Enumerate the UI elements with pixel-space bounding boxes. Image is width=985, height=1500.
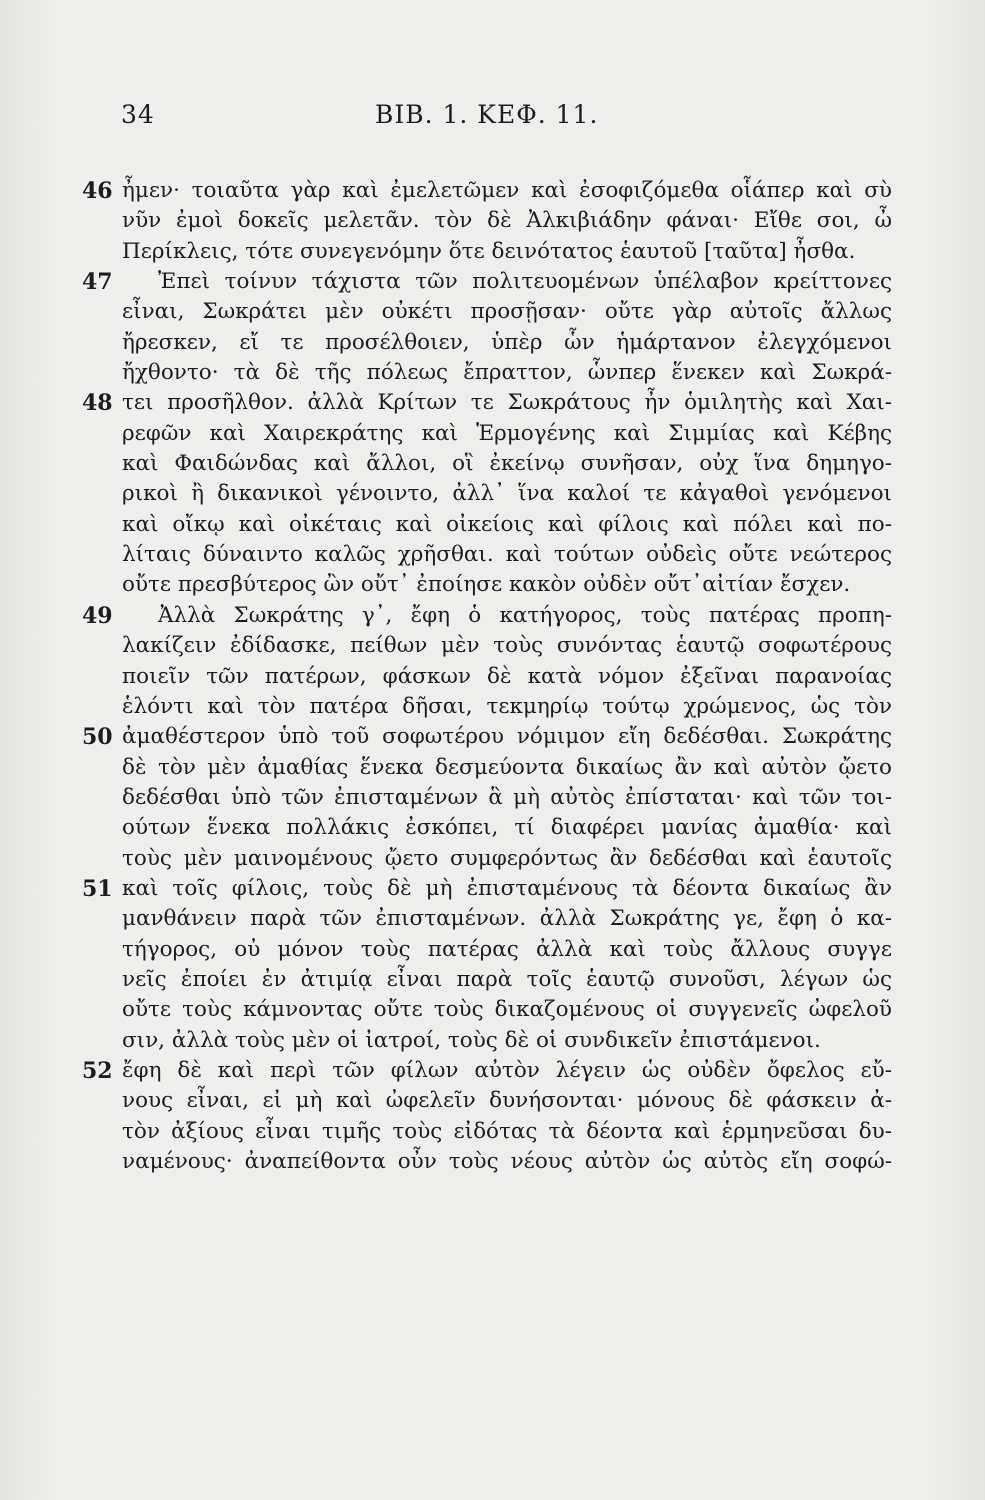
section-number-51: 51 bbox=[82, 875, 113, 902]
text-line: 50 ἀμαθέστερον ὑπὸ τοῦ σοφωτέρου νόμιμον εἴη δεδέσθαι. Σωκράτης bbox=[122, 722, 892, 752]
running-head: ΒΙΒ. 1. ΚΕΦ. 11. bbox=[375, 100, 599, 129]
text-line: τὸν ἀξίους εἶναι τιμῆς τοὺς εἰδότας τὰ δέοντα καὶ ἑρμηνεῦσαι δυ- bbox=[122, 1118, 892, 1144]
text-line: 52 ἔφη δὲ καὶ περὶ τῶν φίλων αὐτὸν λέγειν ὡς οὐδὲν ὄφελος εὔ- bbox=[122, 1056, 892, 1086]
text-line: εἶναι, Σωκράτει μὲν οὐκέτι προσῇσαν· οὔτε γὰρ αὐτοῖς ἄλλως bbox=[122, 299, 892, 325]
text-line: ἑλόντι καὶ τὸν πατέρα δῆσαι, τεκμηρίῳ τούτῳ χρώμενος, ὡς τὸν bbox=[122, 693, 892, 719]
text-line: καὶ Φαιδώνδας καὶ ἄλλοι, οἳ ἐκείνῳ συνῆσαν, οὐχ ἵνα δημηγο- bbox=[122, 451, 892, 477]
section-number-46: 46 bbox=[82, 178, 113, 204]
text-line: ἤχθοντο· τὰ δὲ τῆς πόλεως ἔπραττον, ὧνπερ ἕνεκεν καὶ Σωκρά- bbox=[122, 360, 892, 386]
section-number-50: 50 bbox=[82, 724, 113, 751]
text-line: ἤρεσκεν, εἴ τε προσέλθοιεν, ὑπὲρ ὧν ἡμάρτανον ἐλεγχόμενοι bbox=[122, 329, 892, 355]
text-line: ναμένους· ἀναπείθοντα οὖν τοὺς νέους αὐτὸν ὡς αὐτὸς εἴη σοφώ- bbox=[122, 1149, 892, 1174]
greek-text-block bbox=[82, 176, 892, 1177]
text-line: μανθάνειν παρὰ τῶν ἐπισταμένων. ἀλλὰ Σωκράτης γε, ἔφη ὁ κα- bbox=[122, 906, 892, 932]
text-line: νους εἶναι, εἰ μὴ καὶ ὠφελεῖν δυνήσονται· μόνους δὲ φάσκειν ἀ- bbox=[122, 1088, 892, 1114]
text-line: 46 ἦμεν· τοιαῦτα γὰρ καὶ ἐμελετῶμεν καὶ ἐσοφιζόμεθα οἷάπερ καὶ σὺ bbox=[122, 176, 892, 206]
text-line: σιν, ἀλλὰ τοὺς μὲν οἱ ἰατροί, τοὺς δὲ οἱ συνδικεῖν ἐπιστάμενοι. bbox=[122, 1027, 821, 1053]
text-line: οὔτε τοὺς κάμνοντας οὔτε τοὺς δικαζομένους οἱ συγγενεῖς ὠφελοῦ bbox=[122, 997, 892, 1023]
text-line: ρικοὶ ἢ δικανικοὶ γένοιντο, ἀλλ᾽ ἵνα καλοί τε κἀγαθοὶ γενόμενοι bbox=[122, 481, 892, 507]
text-line: δεδέσθαι ὑπὸ τῶν ἐπισταμένων ἃ μὴ αὐτὸς ἐπίσταται· καὶ τῶν τοι- bbox=[122, 784, 892, 810]
text-line: δὲ τὸν μὲν ἀμαθίας ἕνεκα δεσμεύοντα δικαίως ἂν καὶ αὐτὸν ᾤετο bbox=[122, 754, 892, 780]
text-line: καὶ οἴκῳ καὶ οἰκέταις καὶ οἰκείοις καὶ φίλοις καὶ πόλει καὶ πο- bbox=[122, 511, 892, 537]
section-number-48: 48 bbox=[82, 390, 113, 417]
section-number-47: 47 bbox=[82, 269, 113, 296]
text-line: νεῖς ἐποίει ἐν ἀτιμίᾳ εἶναι παρὰ τοῖς ἑαυτῷ συνοῦσι, λέγων ὡς bbox=[122, 966, 892, 992]
section-number-52: 52 bbox=[82, 1057, 113, 1084]
text-line: ποιεῖν τῶν πατέρων, φάσκων δὲ κατὰ νόμον ἐξεῖναι παρανοίας bbox=[122, 663, 892, 689]
text-line: ρεφῶν καὶ Χαιρεκράτης καὶ Ἑρμογένης καὶ Σιμμίας καὶ Κέβης bbox=[122, 420, 892, 446]
text-line: οὔτε πρεσβύτερος ὢν οὔτ᾽ ἐποίησε κακὸν οὐδὲν οὔτ᾽αἰτίαν ἔσχεν. bbox=[122, 572, 851, 598]
text-line: τήγορος, οὐ μόνον τοὺς πατέρας ἀλλὰ καὶ τοὺς ἄλλους συγγε bbox=[122, 936, 892, 962]
text-line: τοὺς μὲν μαινομένους ᾤετο συμφερόντως ἂν δεδέσθαι καὶ ἑαυτοῖς bbox=[122, 845, 892, 871]
text-line: ούτων ἕνεκα πολλάκις ἐσκόπει, τί διαφέρει μανίας ἀμαθία· καὶ bbox=[122, 815, 892, 841]
page-number: 34 bbox=[121, 100, 155, 129]
text-line: νῦν ἐμοὶ δοκεῖς μελετᾶν. τὸν δὲ Ἀλκιβιάδην φάναι· Εἴθε σοι, ὦ bbox=[122, 208, 892, 234]
text-line: 47 Ἐπεὶ τοίνυν τάχιστα τῶν πολιτευομένων ὑπέλαβον κρείττονες bbox=[122, 267, 892, 297]
text-line: λακίζειν ἐδίδασκε, πείθων μὲν τοὺς συνόντας ἑαυτῷ σοφωτέρους bbox=[122, 633, 892, 659]
text-line: Περίκλεις, τότε συνεγενόμην ὅτε δεινότατος ἑαυτοῦ [ταῦτα] ἦσθα. bbox=[122, 238, 856, 264]
text-line: 49 Ἀλλὰ Σωκράτης γ᾽, ἔφη ὁ κατήγορος, τοὺς πατέρας προπη- bbox=[122, 601, 892, 631]
text-line: λίταις δύναιντο καλῶς χρῆσθαι. καὶ τούτων οὐδεὶς οὔτε νεώτερος bbox=[122, 542, 892, 568]
text-line: 51 καὶ τοῖς φίλοις, τοὺς δὲ μὴ ἐπισταμένους τὰ δέοντα δικαίως ἂν bbox=[122, 874, 892, 904]
section-number-49: 49 bbox=[82, 602, 113, 629]
text-line: 48 τει προσῆλθον. ἀλλὰ Κρίτων τε Σωκράτους ἦν ὁμιλητὴς καὶ Χαι- bbox=[122, 388, 892, 418]
